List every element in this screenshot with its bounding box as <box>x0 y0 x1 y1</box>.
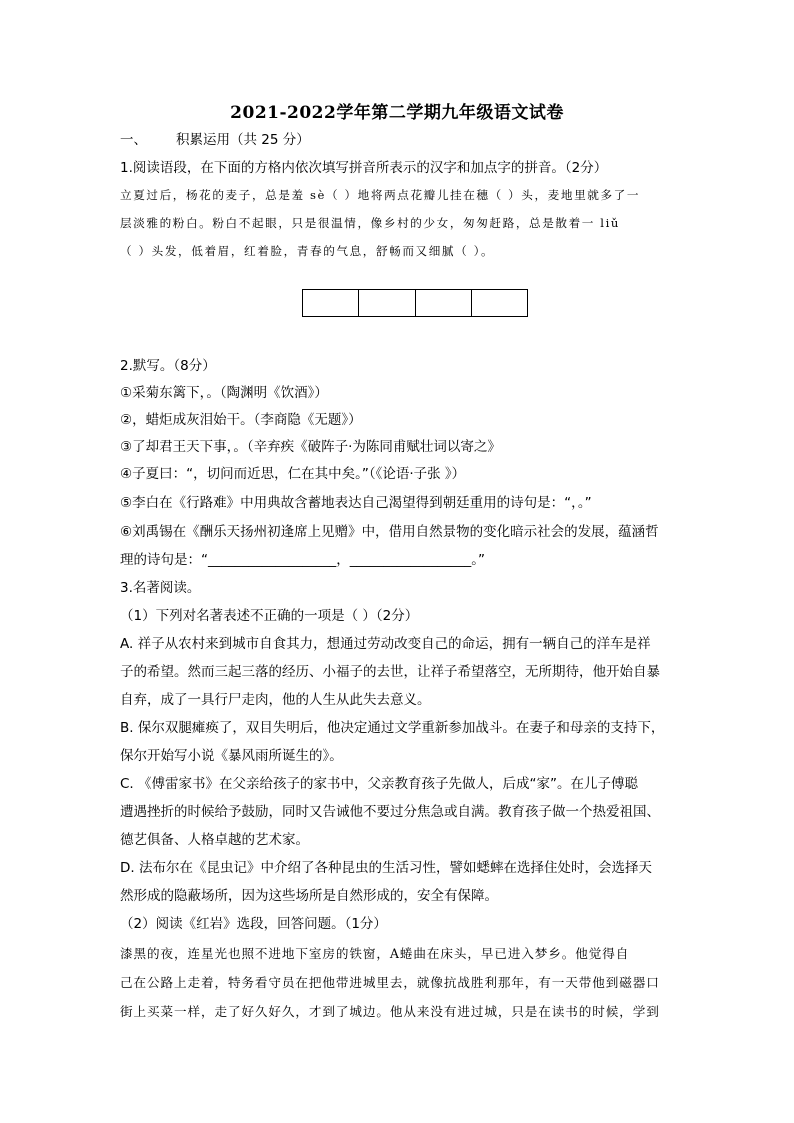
q2-item: ③了却君王天下事，。（辛弃疾《破阵子·为陈同甫赋壮词以寄之》 <box>120 439 501 455</box>
option-d-line: 然形成的隐蔽场所，因为这些场所是自然形成的，安全有保障。 <box>120 888 498 904</box>
section-number: 一、 <box>120 132 147 148</box>
option-c-line: 德艺俱备、人格卓越的艺术家。 <box>120 832 309 848</box>
q1-heading: 1.阅读语段，在下面的方格内依次填写拼音所表示的汉字和加点字的拼音。（2分） <box>120 160 608 176</box>
answer-box[interactable] <box>472 290 527 316</box>
answer-box[interactable] <box>359 290 415 316</box>
option-a-line: 子的希望。然而三起三落的经历、小福子的去世，让祥子希望落空，无所期待，他开始自暴 <box>120 664 660 680</box>
q1-passage-line: 立夏过后，杨花的麦子，总是羞 sè（ ）地将两点花瓣儿挂在穗（ ）头，麦地里就多了一 <box>120 188 641 202</box>
hongyan-passage-line: 街上买菜一样，走了好久好久，才到了城边。他从来没有进过城，只是在读书的时候，学到 <box>120 1004 660 1019</box>
option-b-line: B. 保尔双腿瘫痪了，双目失明后，他决定通过文学重新参加战斗。在妻子和母亲的支持下， <box>120 720 665 736</box>
q3-heading: 3.名著阅读。 <box>120 580 201 596</box>
q3-sub1: （1）下列对名著表述不正确的一项是（ ）（2分） <box>120 608 419 624</box>
q2-item: ④子夏曰：“，切问而近思，仁在其中矣。”（《论语·子张 》） <box>120 466 466 482</box>
answer-box[interactable] <box>416 290 472 316</box>
hongyan-passage-line: 己在公路上走着，特务看守员在把他带进城里去，就像抗战胜利那年，有一天带他到磁器口 <box>120 975 660 990</box>
section-label: 积累运用（共 25 分） <box>176 132 310 148</box>
hongyan-passage-line: 漆黑的夜，连星光也照不进地下室房的铁窗，A蜷曲在床头，早已进入梦乡。他觉得自 <box>120 946 630 961</box>
option-c-line: C. 《傅雷家书》在父亲给孩子的家书中，父亲教育孩子先做人，后成“家”。在儿子傅聪 <box>120 776 638 792</box>
option-c-line: 遭遇挫折的时候给予鼓励，同时又告诫他不要过分焦急或自满。教育孩子做一个热爱祖国、 <box>120 804 660 820</box>
q2-item: ⑤李白在《行路难》中用典故含蓄地表达自己渴望得到朝廷重用的诗句是：“，。” <box>120 495 592 511</box>
answer-box[interactable] <box>303 290 359 316</box>
option-b-line: 保尔开始写小说《暴风雨所诞生的》。 <box>120 748 343 764</box>
section-1-heading <box>120 130 680 150</box>
q2-item: ②，蜡炬成灰泪始干。（李商隐《无题》） <box>120 412 362 428</box>
q1-passage-line: 层淡雅的粉白。粉白不起眼，只是很温情，像乡村的少女，匆匆赶路，总是散着一 liǔ <box>120 216 620 230</box>
q1-answer-boxes <box>302 289 528 317</box>
q2-item: ①采菊东篱下，。（陶渊明《饮酒》） <box>120 385 328 401</box>
exam-title: 2021-2022学年第二学期九年级语文试卷 <box>230 103 564 123</box>
q2-item: ⑥刘禹锡在《酬乐天扬州初逢席上见赠》中，借用自然景物的变化暗示社会的发展，蕴涵哲 <box>120 524 659 540</box>
option-d-line: D. 法布尔在《昆虫记》中介绍了各种昆虫的生活习性，譬如蟋蟀在选择住处时，会选择天 <box>120 860 652 876</box>
q3-sub2: （2）阅读《红岩》选段，回答问题。（1分） <box>120 916 387 932</box>
option-a-line: 自弃，成了一具行尸走肉，他的人生从此失去意义。 <box>120 692 431 708</box>
q2-item: 理的诗句是：“___________________，__________________。” <box>120 552 485 568</box>
q1-passage-line: （ ）头发，低着眉，红着脸，青春的气息，舒畅而又细腻（ ）。 <box>120 244 495 258</box>
option-a-line: A. 祥子从农村来到城市自食其力，想通过劳动改变自己的命运，拥有一辆自己的洋车是祥 <box>120 636 651 652</box>
q2-heading: 2.默写。（8分） <box>120 358 216 374</box>
